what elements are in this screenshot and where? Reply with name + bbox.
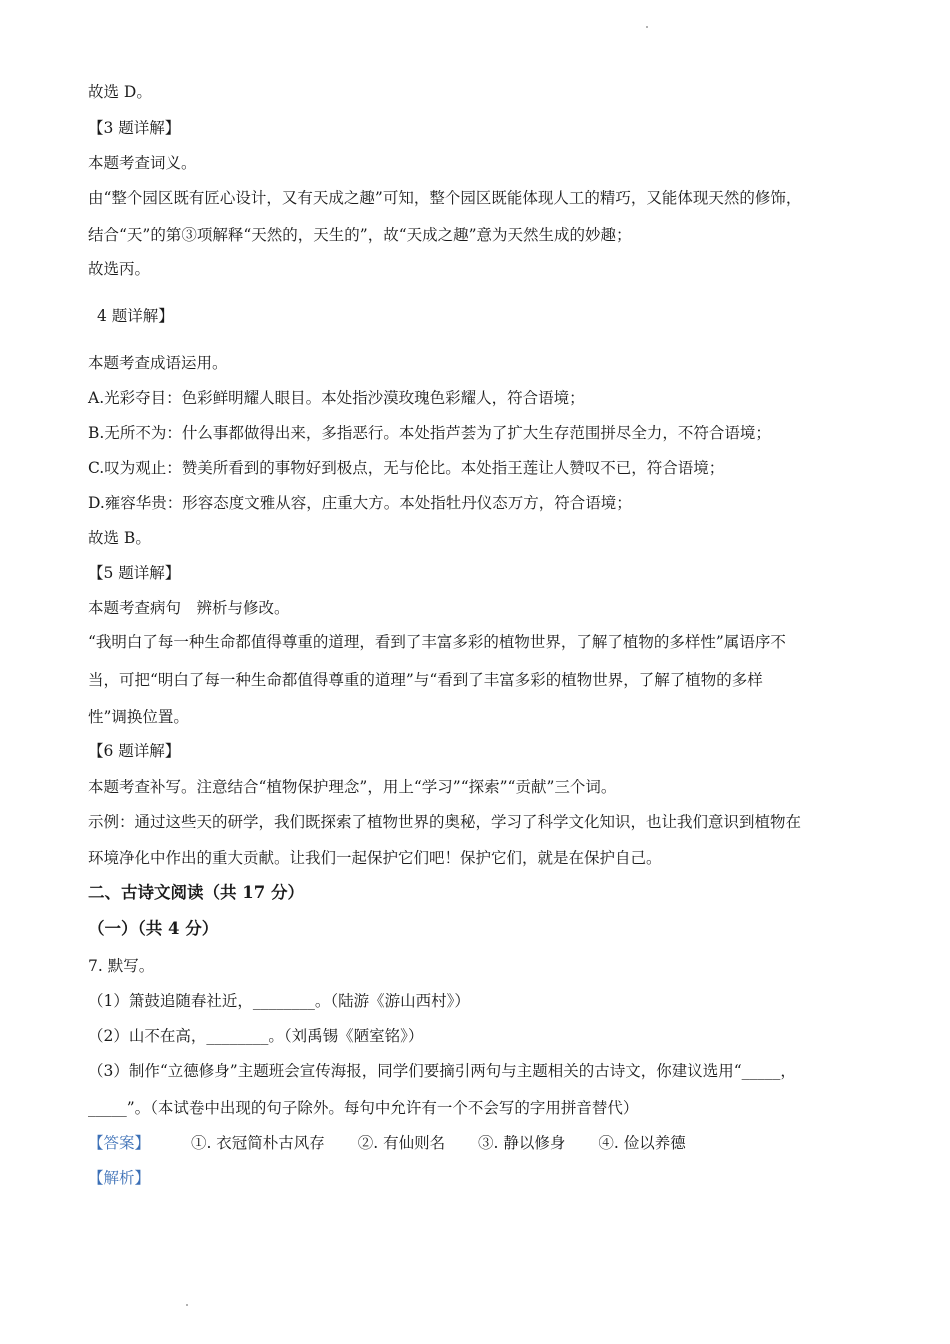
section-header-q4: 4 题详解】 xyxy=(97,307,174,325)
text-line: 本题考查成语运用。 xyxy=(88,354,228,372)
text-line: 本题考查补写。注意结合“植物保护理念”，用上“学习”“探索”“贡献”三个词。 xyxy=(88,778,617,796)
answer-item: ①. 衣冠简朴古风存 xyxy=(190,1134,325,1152)
text-line: C.叹为观止：赞美所看到的事物好到极点，无与伦比。本处指王莲让人赞叹不已，符合语境； xyxy=(88,459,725,477)
text-line: 故选 B。 xyxy=(88,529,151,547)
section-header-q5: 【5 题详解】 xyxy=(88,564,181,582)
answer-item: ④. 俭以养德 xyxy=(598,1134,686,1152)
text-line: 故选 D。 xyxy=(88,83,152,101)
question-7: 7. 默写。 xyxy=(88,957,155,975)
answer-row xyxy=(88,1132,714,1154)
text-line: 性”调换位置。 xyxy=(88,708,189,726)
text-line: 示例：通过这些天的研学，我们既探索了植物世界的奥秘，学习了科学文化知识，也让我们意识到植物在 xyxy=(88,813,802,831)
question-7-1: （1）箫鼓追随春社近，________。（陆游《游山西村》） xyxy=(88,992,470,1010)
text-line: 本题考查病句 辨析与修改。 xyxy=(88,599,290,617)
answer-label: 【答案】 xyxy=(88,1134,151,1152)
text-line: D.雍容华贵：形容态度文雅从容，庄重大方。本处指牡丹仪态万方，符合语境； xyxy=(88,494,632,512)
text-line: 当，可把“明白了每一种生命都值得尊重的道理”与“看到了丰富多彩的植物世界，了解了植物的多样 xyxy=(88,671,763,689)
page-speck-bottom xyxy=(186,1304,188,1306)
page-speck-top xyxy=(646,26,648,28)
text-line: 结合“天”的第③项解释“天然的，天生的”，故“天成之趣”意为天然生成的妙趣； xyxy=(88,226,632,244)
subsection-title: （一）（共 4 分） xyxy=(88,919,219,938)
answer-item: ②. 有仙则名 xyxy=(357,1134,446,1152)
text-line: 故选丙。 xyxy=(88,260,151,278)
text-line: B.无所不为：什么事都做得出来，多指恶行。本处指芦荟为了扩大生存范围拼尽全力，不符合语境； xyxy=(88,424,771,442)
text-line: A.光彩夺目：色彩鲜明耀人眼目。本处指沙漠玫瑰色彩耀人，符合语境； xyxy=(88,389,585,407)
text-line: 由“整个园区既有匠心设计，又有天成之趣”可知，整个园区既能体现人工的精巧，又能体现天然的修饰， xyxy=(88,189,802,207)
question-7-2: （2）山不在高，________。（刘禹锡《陋室铭》） xyxy=(88,1027,424,1045)
text-line: 环境净化中作出的重大贡献。让我们一起保护它们吧！保护它们，就是在保护自己。 xyxy=(88,849,662,867)
text-line: “我明白了每一种生命都值得尊重的道理，看到了丰富多彩的植物世界，了解了植物的多样性”属语序不 xyxy=(88,633,786,651)
text-line: 本题考查词义。 xyxy=(88,154,197,172)
question-7-3: （3）制作“立德修身”主题班会宣传海报，同学们要摘引两句与主题相关的古诗文，你建议选用“_____， xyxy=(88,1062,796,1080)
section-header-q6: 【6 题详解】 xyxy=(88,742,181,760)
section-title-classical: 二、古诗文阅读（共 17 分） xyxy=(88,883,304,902)
section-header-q3: 【3 题详解】 xyxy=(88,119,181,137)
analysis-label: 【解析】 xyxy=(88,1169,151,1187)
answer-item: ③. 静以修身 xyxy=(478,1134,566,1152)
question-7-3-cont: _____”。（本试卷中出现的句子除外。每句中允许有一个不会写的字用拼音替代） xyxy=(88,1099,639,1117)
